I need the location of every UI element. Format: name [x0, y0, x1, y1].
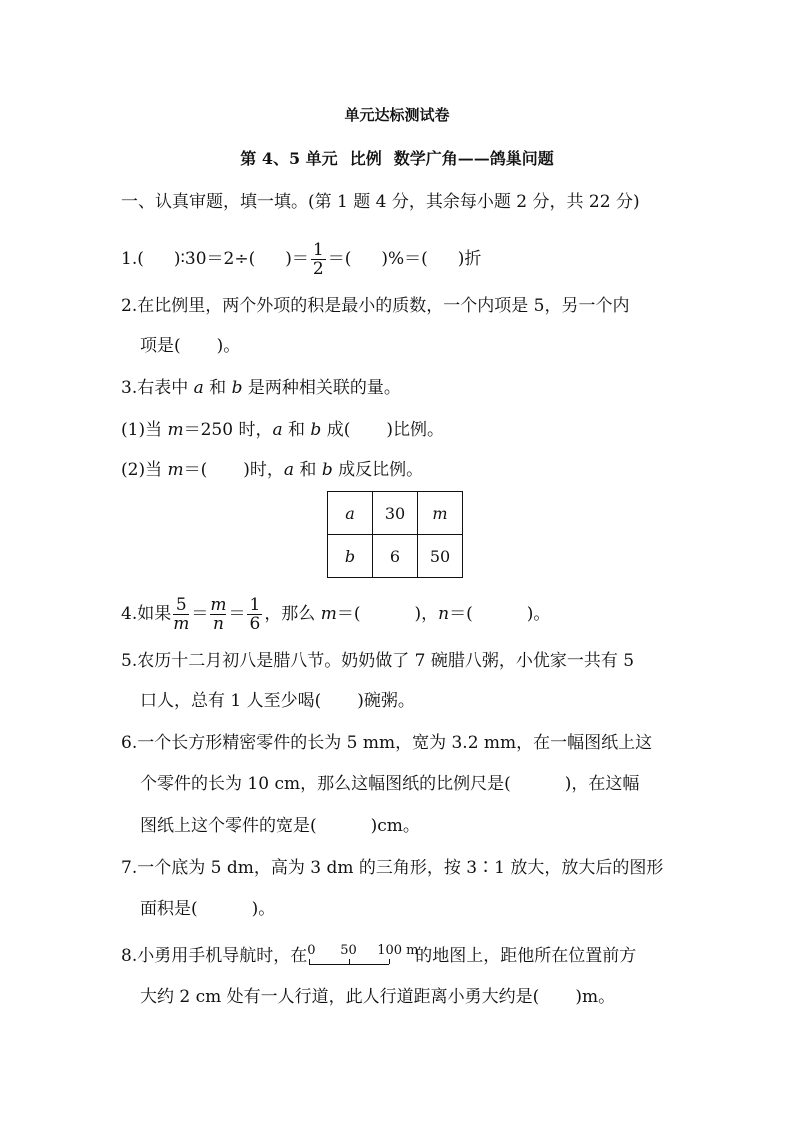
- question-5-line-2: [140, 689, 415, 713]
- variable-m: m: [167, 460, 184, 480]
- cell-value: m: [432, 503, 448, 523]
- scale-line: [309, 964, 389, 965]
- table-row: [328, 535, 463, 578]
- fraction-numerator: 1: [312, 240, 324, 260]
- q2-text: 项是(: [140, 336, 181, 356]
- table-cell: 6: [373, 535, 418, 578]
- scale-label-100: 100 m: [377, 942, 419, 958]
- variable-b: b: [310, 420, 322, 440]
- test-title: 单元达标测试卷: [344, 106, 450, 124]
- q1-text: )＝: [285, 249, 309, 269]
- question-5-line-1: 5.农历十二月初八是腊八节。奶奶做了 7 碗腊八粥，小优家一共有 5: [121, 651, 635, 671]
- question-6-line-2: [140, 772, 639, 796]
- scale-label-0: 0: [307, 942, 316, 958]
- scale-tick: [389, 959, 390, 964]
- question-3-part-2: [121, 458, 423, 482]
- q4-text: ＝: [191, 604, 209, 624]
- q8-text: )m。: [575, 987, 616, 1007]
- fraction-denominator: 2: [312, 259, 324, 279]
- table-cell: [328, 492, 373, 535]
- variable-n: n: [438, 604, 450, 624]
- question-7-line-1: 7.一个底为 5 dm，高为 3 dm 的三角形，按 3∶1 放大，放大后的图形: [121, 858, 664, 878]
- q3-text: 成反比例。: [332, 460, 424, 480]
- variable-m: m: [167, 420, 184, 440]
- scale-tick: [349, 959, 350, 964]
- q8-text: 大约 2 cm 处有一人行道，此人行道距离小勇大约是(: [140, 987, 540, 1007]
- question-8-line-2: [140, 985, 615, 1009]
- map-scale-bar: [307, 942, 419, 969]
- variable-m: m: [320, 604, 337, 624]
- q6-text: )cm。: [370, 816, 420, 836]
- q3-text: 是两种相关联的量。: [242, 378, 401, 398]
- q7-text: 面积是(: [140, 899, 198, 919]
- fraction-numerator: 1: [249, 595, 261, 615]
- ab-relation-table: [327, 491, 463, 578]
- question-6-line-3: [140, 814, 420, 838]
- question-2-line-1: 2.在比例里，两个外项的积是最小的质数，一个内项是 5，另一个内: [121, 296, 630, 316]
- q1-text: ＝(: [327, 249, 352, 269]
- table-cell: 50: [418, 535, 463, 578]
- cell-value: a: [345, 503, 355, 523]
- q3-text: 和: [294, 460, 322, 480]
- q3-text: ＝(: [183, 460, 208, 480]
- question-1: [121, 241, 481, 278]
- subtitle-topic-2: 数学广角——鸽巢问题: [393, 149, 554, 168]
- q4-text: ＝(: [449, 604, 473, 624]
- q1-text: 1.(: [121, 249, 144, 269]
- q5-text: 口人，总有 1 人至少喝(: [140, 691, 322, 711]
- fraction-numerator: m: [210, 595, 227, 615]
- variable-b: b: [231, 378, 243, 398]
- question-7-line-2: [140, 897, 275, 921]
- q7-text: )。: [251, 899, 276, 919]
- fraction-denominator: 6: [249, 614, 261, 634]
- question-8-line-1: [121, 944, 636, 969]
- q4-text: )。: [526, 604, 551, 624]
- q1-text: )∶30＝2÷(: [173, 249, 256, 269]
- cell-value: b: [344, 546, 356, 566]
- q4-text: ，那么: [264, 604, 321, 624]
- q4-text: ＝: [228, 604, 246, 624]
- question-3: [121, 376, 401, 400]
- question-2-line-2: [140, 334, 240, 358]
- q3-text: 和: [203, 378, 232, 398]
- scale-label-50: 50: [340, 942, 357, 958]
- q5-text: )碗粥。: [357, 691, 415, 711]
- fraction-denominator: m: [173, 614, 190, 634]
- table-row: [328, 492, 463, 535]
- subtitle-unit: 第 4、5 单元: [240, 149, 338, 168]
- q3-text: 3.右表中: [121, 378, 194, 398]
- q3-text: (2)当: [121, 460, 168, 480]
- fraction-denominator: n: [212, 614, 224, 634]
- question-4: [121, 596, 550, 633]
- fraction-numerator: 5: [173, 596, 189, 615]
- variable-b: b: [321, 460, 333, 480]
- q8-text: 8.小勇用手机导航时，在: [121, 946, 308, 966]
- table-cell: 30: [373, 492, 418, 535]
- q3-text: 和: [282, 420, 311, 440]
- section-heading: 一、认真审题，填一填。(第 1 题 4 分，其余每小题 2 分，共 22 分): [121, 192, 640, 212]
- q6-text: 图纸上这个零件的宽是(: [140, 816, 317, 836]
- table-cell: [418, 492, 463, 535]
- q3-text: 成(: [321, 420, 351, 440]
- q6-text: 个零件的长为 10 cm，那么这幅图纸的比例尺是(: [140, 774, 511, 794]
- q3-text: (1)当: [121, 420, 168, 440]
- q1-text: )折: [457, 249, 482, 269]
- q3-text: )时，: [243, 460, 284, 480]
- variable-a: a: [272, 420, 283, 440]
- subtitle-topic-1: 比例: [349, 149, 382, 168]
- q2-text: )。: [216, 336, 241, 356]
- question-6-line-1: 6.一个长方形精密零件的长为 5 mm，宽为 3.2 mm，在一幅图纸上这: [121, 733, 653, 753]
- q4-text: 4.如果: [121, 604, 172, 624]
- q3-text: ＝250 时，: [183, 420, 273, 440]
- unit-subtitle: [0, 146, 794, 169]
- q6-text: )，在这幅: [564, 774, 640, 794]
- fraction: [311, 241, 326, 278]
- fraction: [210, 596, 226, 633]
- variable-a: a: [283, 460, 295, 480]
- fraction: [173, 596, 189, 633]
- q4-text: ＝(: [336, 604, 361, 624]
- q8-text: 的地图上，距他所在位置前方: [415, 946, 637, 966]
- question-3-part-1: [121, 418, 444, 442]
- variable-a: a: [193, 378, 204, 398]
- table-cell: [328, 535, 373, 578]
- q4-text: )，: [414, 604, 439, 624]
- q3-text: )比例。: [386, 420, 444, 440]
- fraction: [247, 596, 262, 633]
- q1-text: )%＝(: [381, 249, 428, 269]
- scale-tick: [309, 959, 310, 964]
